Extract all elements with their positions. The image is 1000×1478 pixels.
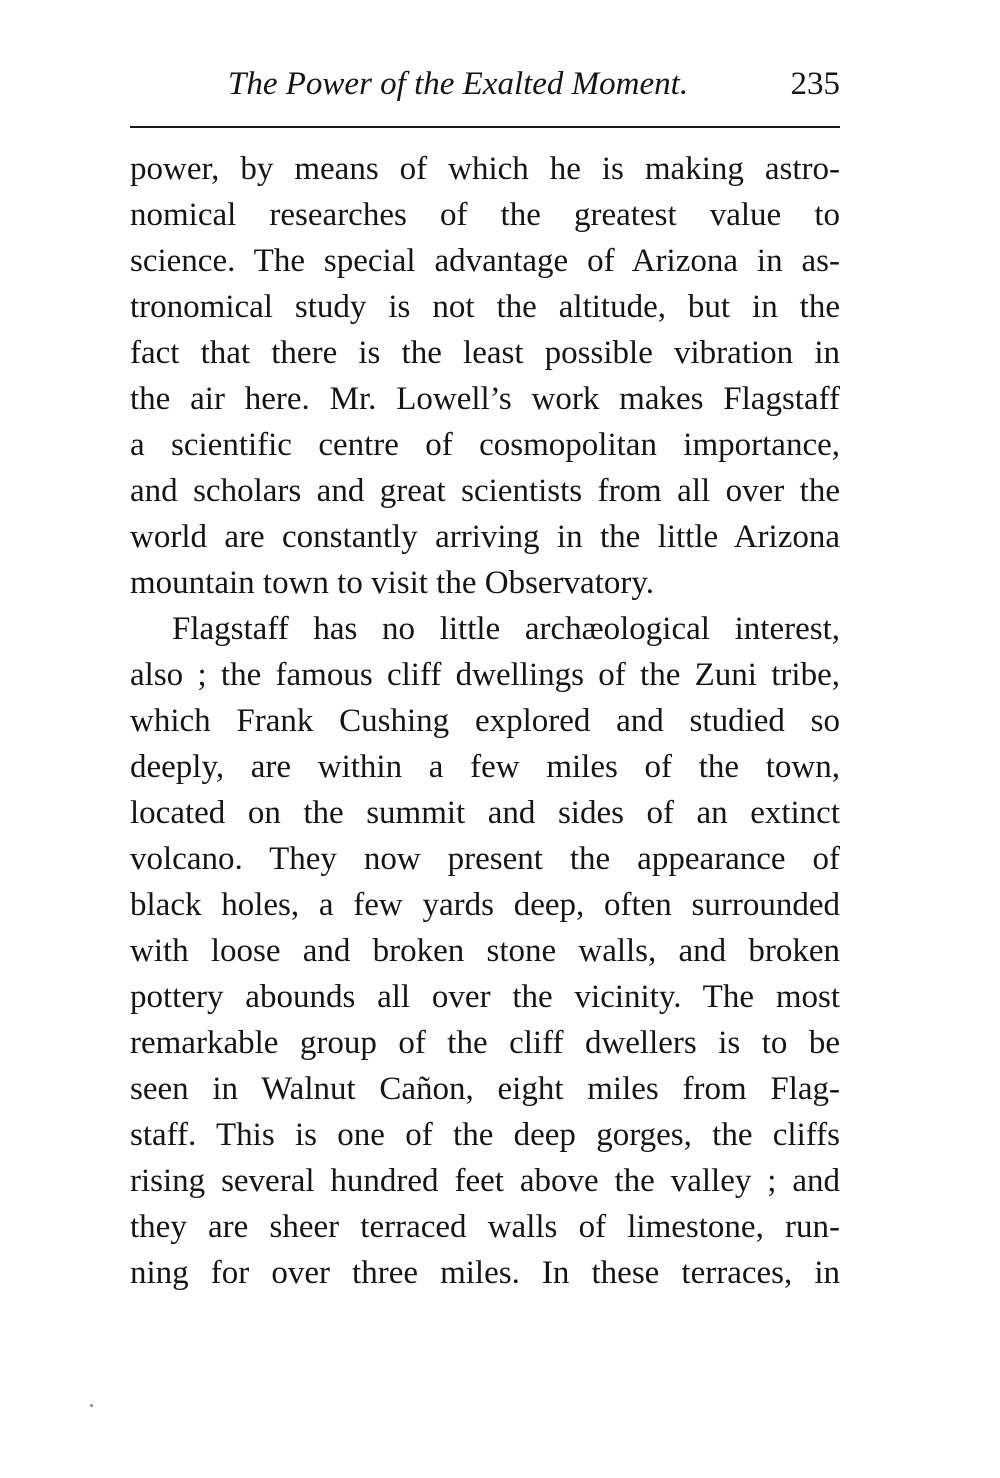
text-line: rising several hundred feet above the valley ; and xyxy=(130,1163,840,1199)
text-line: tronomical study is not the altitude, but in the xyxy=(130,289,840,325)
text-line: they are sheer terraced walls of limestone, run- xyxy=(130,1209,840,1245)
text-line: and scholars and great scientists from all over the xyxy=(130,473,840,509)
page-header xyxy=(130,62,840,106)
text-line: which Frank Cushing explored and studied so xyxy=(130,703,840,739)
text-line: also ; the famous cliff dwellings of the Zuni tribe, xyxy=(130,657,840,693)
text-line: mountain town to visit the Observatory. xyxy=(130,565,654,601)
text-line: pottery abounds all over the vicinity. The most xyxy=(130,979,840,1015)
text-line: the air here. Mr. Lowell’s work makes Flagstaff xyxy=(130,381,840,417)
text-line: seen in Walnut Cañon, eight miles from Flag- xyxy=(130,1071,840,1107)
paper-speck xyxy=(90,1404,93,1407)
text-line: located on the summit and sides of an extinct xyxy=(130,795,840,831)
text-line: with loose and broken stone walls, and broken xyxy=(130,933,840,969)
text-line: volcano. They now present the appearance of xyxy=(130,841,840,877)
text-line: fact that there is the least possible vibration in xyxy=(130,335,840,371)
text-line: ning for over three miles. In these terraces, in xyxy=(130,1255,840,1291)
body-text xyxy=(130,146,840,1296)
text-line: remarkable group of the cliff dwellers is to be xyxy=(130,1025,840,1061)
text-line: staff. This is one of the deep gorges, the cliffs xyxy=(130,1117,840,1153)
running-title: The Power of the Exalted Moment. xyxy=(228,66,689,102)
text-line: nomical researches of the greatest value to xyxy=(130,197,840,233)
text-line: deeply, are within a few miles of the town, xyxy=(130,749,840,785)
header-rule xyxy=(130,126,840,128)
text-line: power, by means of which he is making astro- xyxy=(130,151,840,187)
text-line: black holes, a few yards deep, often surrounded xyxy=(130,887,840,923)
text-line: Flagstaff has no little archæological interest, xyxy=(172,611,840,647)
text-line: science. The special advantage of Arizona in as- xyxy=(130,243,840,279)
page-number: 235 xyxy=(790,66,840,102)
text-line: a scientific centre of cosmopolitan importance, xyxy=(130,427,840,463)
text-line: world are constantly arriving in the little Arizona xyxy=(130,519,840,555)
